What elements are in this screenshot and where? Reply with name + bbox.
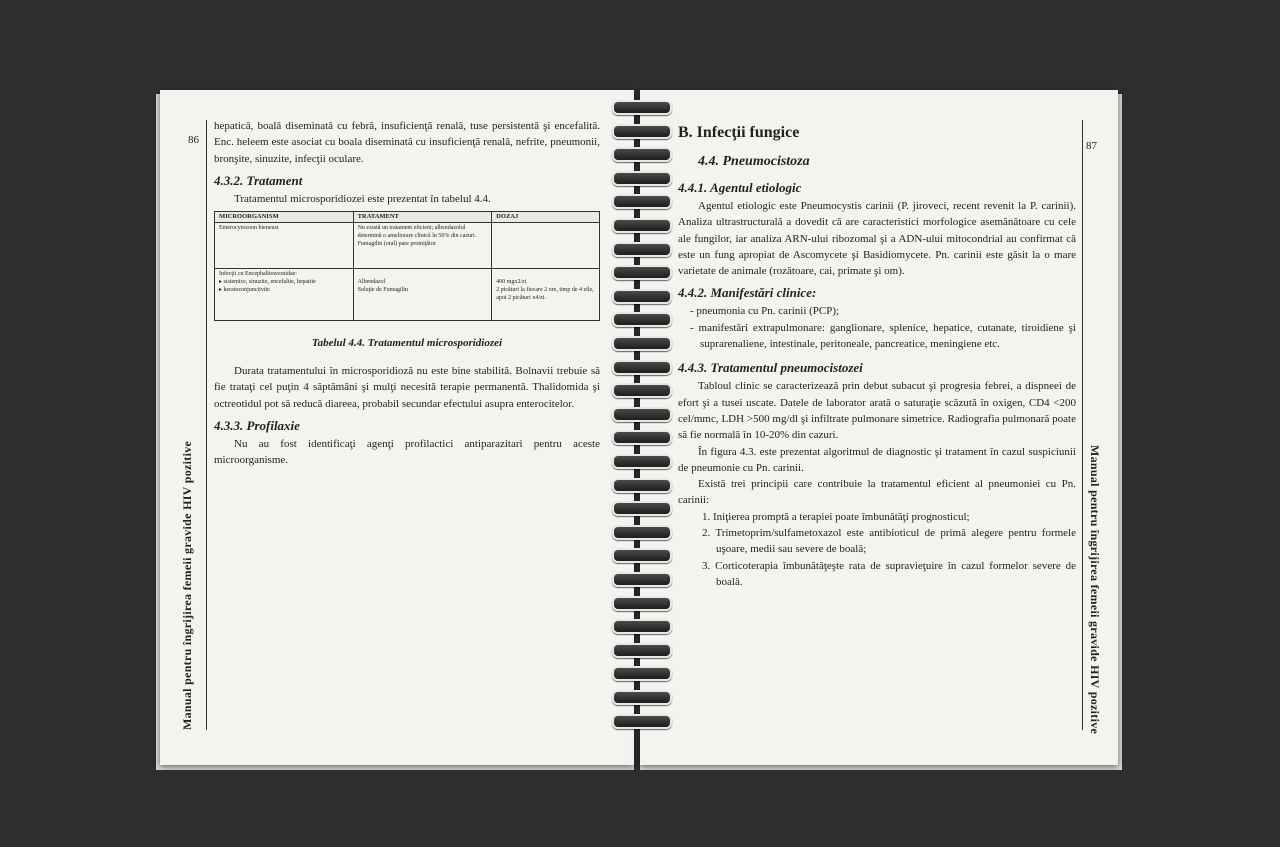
spiral-coil — [612, 100, 672, 115]
section-4-4-3-title: 4.4.3. Tratamentul pneumocistozei — [678, 360, 863, 376]
triangle-bullet-icon: ▸ — [219, 279, 224, 286]
dose-item: 400 mgx2/zi — [496, 279, 527, 286]
spiral-coil — [612, 312, 672, 327]
spiral-coil — [612, 690, 672, 705]
right-page-number: 87 — [1086, 140, 1097, 152]
spiral-coil — [612, 218, 672, 233]
spiral-coil — [612, 242, 672, 257]
section-4-3-2-text: Tratamentul microsporidiozei este prezentat în tabelul 4.4. — [234, 192, 491, 205]
duration-paragraph: Durata tratamentului în microsporidioză nu este bine stabilită. Bolnavii trebuie să fie trataţi cel puţin 4 săptămâni şi mulţi necesită terapie permanentă. Thalidomida şi octreotidul pot să reducă diareea, probabil secundar efectului asupra enterocitelor. — [214, 365, 600, 410]
manifestations-list — [678, 303, 1076, 352]
spiral-coil — [612, 572, 672, 587]
spiral-coil — [612, 619, 672, 634]
treatment-item: Albendazol — [357, 279, 386, 286]
treatment-item: Soluţie de Fumagilin — [357, 287, 408, 294]
principles-list — [678, 509, 1076, 590]
table-caption: Tabelul 4.4. Tratamentul microsporidiozei — [311, 337, 503, 350]
organism-item: ▸ sistemice, sinuzite, encefalite, hepatite — [219, 279, 316, 286]
treatment-table — [214, 211, 600, 321]
right-content — [678, 124, 1076, 590]
section-4-3-3-title: 4.3.3. Profilaxie — [214, 418, 300, 434]
spiral-coil — [612, 596, 672, 611]
spiral-coil — [612, 714, 672, 729]
table-cell-dose — [492, 223, 600, 269]
spiral-coil — [612, 643, 672, 658]
table-cell-treatment — [353, 269, 492, 321]
spiral-coil — [612, 336, 672, 351]
table-row — [215, 269, 600, 321]
table-row — [215, 223, 600, 269]
spiral-coil — [612, 124, 672, 139]
spiral-coil — [612, 501, 672, 516]
spiral-coil — [612, 194, 672, 209]
section-4-4-title: 4.4. Pneumocistoza — [698, 154, 810, 169]
section-4-4-1-title: 4.4.1. Agentul etiologic — [678, 180, 802, 195]
right-margin-rule — [1082, 120, 1083, 730]
section-4-4-3-paragraph-2: În figura 4.3. este prezentat algoritmul de diagnostic şi tratament în cazul suspiciunii de pneumonie cu Pn. carinii. — [678, 445, 1076, 474]
spiral-coil — [612, 265, 672, 280]
table-cell-organism — [215, 269, 354, 321]
left-intro-paragraph: hepatică, boală diseminată cu febră, insuficienţă renală, tuse persistentă şi encefalită. Enc. heleem este asociat cu boala diseminată cu insuficienţă renală, nefrite, pneumonii, bronşite, sinuzite, infecţii oculare. — [214, 120, 600, 165]
spiral-coil — [612, 147, 672, 162]
table-header-treatment: TRATAMENT — [353, 212, 492, 223]
spiral-coil — [612, 289, 672, 304]
organism-item: ▸ keratoconjunctivite — [219, 287, 270, 294]
table-cell-organism: Enterocytozoon bieneusi — [215, 223, 354, 269]
table-cell-dose — [492, 269, 600, 321]
right-page — [640, 90, 1118, 765]
spiral-coil — [612, 478, 672, 493]
chapter-title: B. Infecţii fungice — [678, 124, 800, 141]
spiral-coil — [612, 407, 672, 422]
section-4-3-3-text: Nu au fost identificaţi agenţi profilactici antiparazitari pentru aceste microorganisme. — [214, 438, 600, 467]
spiral-coil — [612, 525, 672, 540]
triangle-bullet-icon: ▸ — [219, 287, 224, 294]
section-4-4-1-text: Agentul etiologic este Pneumocystis carinii (P. jiroveci, recent revenit la P. carinii). Analiza ultrastructurală a dovedit că are caracteristici morfologice asemănătoare cu cele ale fungilor, iar analiza ARN-ului ribozomal şi a ADN-ului mitocondrial au confirmat că este un fung apropiat de Ascomycete şi Basidiomycete. Pn. carinii este găsit la o mare varietate de animale (rozătoare, cai, primate şi om). — [678, 200, 1076, 278]
table-header-organism: MICROORGANISM — [215, 212, 354, 223]
organism-group-title: Infecţii cu Encephalitozoonidae: — [219, 271, 297, 278]
list-item: 3. Corticoterapia îmbunătăţeşte rata de supravieţuire în cazul formelor severe de boală. — [702, 559, 1076, 588]
spiral-coil — [612, 666, 672, 681]
spiral-coil — [612, 360, 672, 375]
spiral-coil — [612, 383, 672, 398]
section-4-4-3-paragraph-3: Există trei principii care contribuie la tratamentul eficient al pneumoniei cu Pn. carinii: — [678, 478, 1076, 507]
spiral-coil — [612, 548, 672, 563]
section-4-3-2-title: 4.3.2. Tratament — [214, 172, 303, 188]
table-header-dose: DOZAJ — [492, 212, 600, 223]
left-running-title: Manual pentru îngrijirea femeii gravide HIV pozitive — [180, 440, 194, 730]
list-item: - pneumonia cu Pn. carinii (PCP); — [690, 305, 840, 318]
list-item: 2. Trimetoprim/sulfametoxazol este antibioticul de primă alegere pentru formele uşoare, medii sau severe de boală; — [702, 527, 1076, 556]
section-4-4-3-paragraph-1: Tabloul clinic se caracterizează prin debut subacut şi progresia febrei, a dispneei de efort şi a tusei uscate. Datele de laborator arată o saturaţie scăzută în oxigen, CD4 <200 cel/mmc, LDH >500 mg/dl şi infiltrate pulmonare simetrice. Radiografia pulmonară poate să fie normală în 10-20% din cazuri. — [678, 380, 1076, 442]
left-margin-rule — [206, 120, 207, 730]
spiral-coil — [612, 454, 672, 469]
list-item: 1. Iniţierea promptă a terapiei poate îmbunătăţi prognosticul; — [702, 510, 970, 523]
spiral-coil — [612, 171, 672, 186]
left-page — [160, 90, 634, 765]
dose-item: 2 picături la fiecare 2 ore, timp de 4 zile, apoi 2 picături x4/zi. — [496, 287, 594, 302]
spiral-coil — [612, 430, 672, 445]
list-item: - manifestări extrapulmonare: ganglionare, splenice, hepatice, cutanate, tiroidiene şi suprarenaliene, intestinale, peritoneale, pancreatice, meningiene etc. — [690, 321, 1076, 351]
left-content — [214, 118, 600, 469]
table-cell-treatment: Nu există un tratament eficient; albendazolul determină o ameliorare clinică în 50% din cazuri. Fumagilin (oral) pare promiţător — [353, 223, 492, 269]
section-4-4-2-title: 4.4.2. Manifestări clinice: — [678, 285, 817, 301]
left-page-number: 86 — [188, 134, 199, 146]
right-running-title: Manual pentru îngrijirea femeii gravide HIV pozitive — [1088, 445, 1102, 735]
